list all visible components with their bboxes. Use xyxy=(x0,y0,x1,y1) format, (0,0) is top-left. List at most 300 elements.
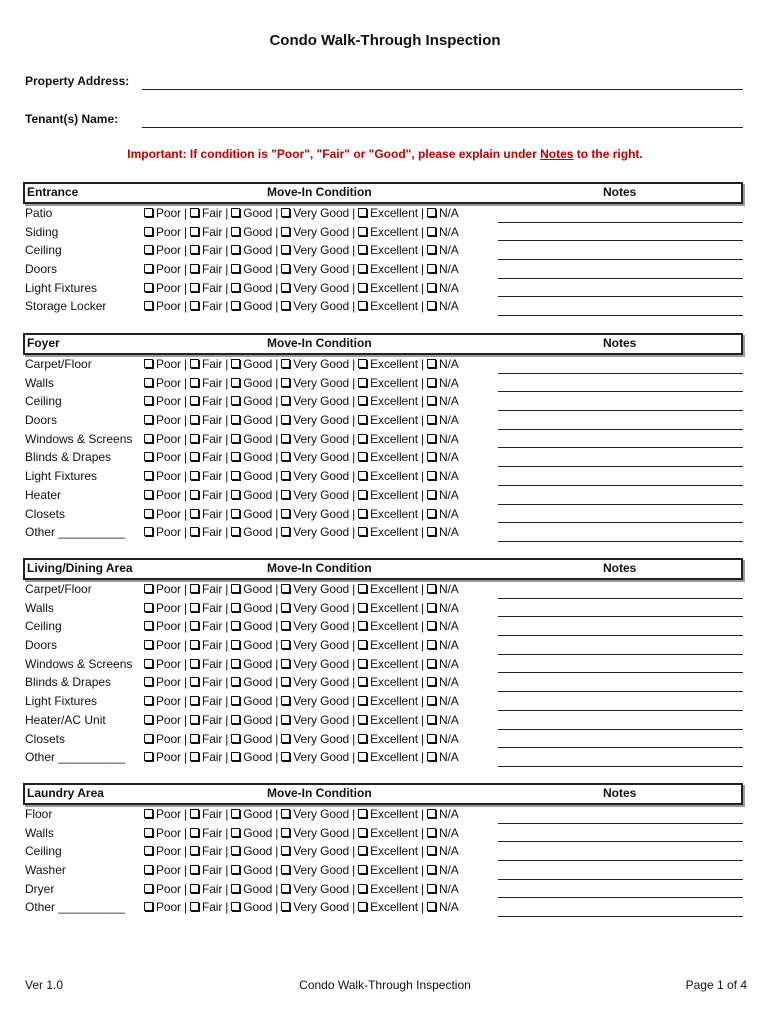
condition-option[interactable] xyxy=(144,601,181,615)
condition-option[interactable] xyxy=(281,450,349,464)
checkbox-icon[interactable] xyxy=(144,434,153,443)
condition-option[interactable] xyxy=(281,750,349,764)
checkbox-icon[interactable] xyxy=(427,490,436,499)
condition-option[interactable] xyxy=(231,488,272,502)
condition-option[interactable] xyxy=(144,432,181,446)
condition-option[interactable] xyxy=(190,376,222,390)
checkbox-icon[interactable] xyxy=(144,208,153,217)
condition-option[interactable] xyxy=(281,863,349,877)
checkbox-icon[interactable] xyxy=(427,865,436,874)
condition-option[interactable] xyxy=(427,357,459,371)
checkbox-icon[interactable] xyxy=(231,490,240,499)
checkbox-icon[interactable] xyxy=(231,283,240,292)
condition-option[interactable] xyxy=(190,582,222,596)
condition-option[interactable] xyxy=(231,299,272,313)
checkbox-icon[interactable] xyxy=(358,208,367,217)
checkbox-icon[interactable] xyxy=(144,415,153,424)
condition-option[interactable] xyxy=(358,243,418,257)
condition-option[interactable] xyxy=(427,525,459,539)
checkbox-icon[interactable] xyxy=(231,415,240,424)
checkbox-icon[interactable] xyxy=(231,865,240,874)
condition-option[interactable] xyxy=(281,882,349,896)
condition-option[interactable] xyxy=(281,262,349,276)
condition-option[interactable] xyxy=(281,713,349,727)
checkbox-icon[interactable] xyxy=(281,846,290,855)
condition-option[interactable] xyxy=(144,694,181,708)
condition-option[interactable] xyxy=(427,469,459,483)
checkbox-icon[interactable] xyxy=(231,603,240,612)
condition-option[interactable] xyxy=(144,450,181,464)
checkbox-icon[interactable] xyxy=(427,301,436,310)
condition-option[interactable] xyxy=(144,525,181,539)
checkbox-icon[interactable] xyxy=(231,584,240,593)
condition-option[interactable] xyxy=(358,582,418,596)
condition-option[interactable] xyxy=(281,299,349,313)
condition-option[interactable] xyxy=(358,507,418,521)
condition-option[interactable] xyxy=(231,525,272,539)
checkbox-icon[interactable] xyxy=(427,884,436,893)
checkbox-icon[interactable] xyxy=(358,227,367,236)
condition-option[interactable] xyxy=(427,732,459,746)
checkbox-icon[interactable] xyxy=(358,884,367,893)
checkbox-icon[interactable] xyxy=(281,490,290,499)
checkbox-icon[interactable] xyxy=(190,584,199,593)
checkbox-icon[interactable] xyxy=(190,434,199,443)
checkbox-icon[interactable] xyxy=(427,378,436,387)
checkbox-icon[interactable] xyxy=(190,621,199,630)
checkbox-icon[interactable] xyxy=(281,865,290,874)
property-address-input-line[interactable] xyxy=(142,89,743,90)
checkbox-icon[interactable] xyxy=(281,659,290,668)
checkbox-icon[interactable] xyxy=(144,378,153,387)
condition-option[interactable] xyxy=(358,357,418,371)
checkbox-icon[interactable] xyxy=(190,490,199,499)
checkbox-icon[interactable] xyxy=(190,734,199,743)
checkbox-icon[interactable] xyxy=(144,452,153,461)
checkbox-icon[interactable] xyxy=(281,264,290,273)
condition-option[interactable] xyxy=(190,357,222,371)
condition-option[interactable] xyxy=(144,281,181,295)
checkbox-icon[interactable] xyxy=(144,490,153,499)
condition-option[interactable] xyxy=(427,507,459,521)
condition-option[interactable] xyxy=(358,432,418,446)
checkbox-icon[interactable] xyxy=(144,734,153,743)
checkbox-icon[interactable] xyxy=(144,245,153,254)
condition-option[interactable] xyxy=(190,713,222,727)
checkbox-icon[interactable] xyxy=(144,696,153,705)
condition-option[interactable] xyxy=(427,413,459,427)
checkbox-icon[interactable] xyxy=(427,208,436,217)
notes-input-line[interactable] xyxy=(498,916,743,917)
condition-option[interactable] xyxy=(190,619,222,633)
checkbox-icon[interactable] xyxy=(427,359,436,368)
checkbox-icon[interactable] xyxy=(427,584,436,593)
checkbox-icon[interactable] xyxy=(144,359,153,368)
checkbox-icon[interactable] xyxy=(427,677,436,686)
condition-option[interactable] xyxy=(144,900,181,914)
condition-option[interactable] xyxy=(144,882,181,896)
checkbox-icon[interactable] xyxy=(427,715,436,724)
condition-option[interactable] xyxy=(281,432,349,446)
checkbox-icon[interactable] xyxy=(190,809,199,818)
checkbox-icon[interactable] xyxy=(231,715,240,724)
checkbox-icon[interactable] xyxy=(358,245,367,254)
checkbox-icon[interactable] xyxy=(190,208,199,217)
checkbox-icon[interactable] xyxy=(190,359,199,368)
condition-option[interactable] xyxy=(281,243,349,257)
condition-option[interactable] xyxy=(281,376,349,390)
checkbox-icon[interactable] xyxy=(281,734,290,743)
condition-option[interactable] xyxy=(231,281,272,295)
condition-option[interactable] xyxy=(231,619,272,633)
condition-option[interactable] xyxy=(231,582,272,596)
condition-option[interactable] xyxy=(427,900,459,914)
condition-option[interactable] xyxy=(231,750,272,764)
condition-option[interactable] xyxy=(190,638,222,652)
checkbox-icon[interactable] xyxy=(358,659,367,668)
checkbox-icon[interactable] xyxy=(190,264,199,273)
condition-option[interactable] xyxy=(231,863,272,877)
checkbox-icon[interactable] xyxy=(190,471,199,480)
condition-option[interactable] xyxy=(427,657,459,671)
checkbox-icon[interactable] xyxy=(144,884,153,893)
condition-option[interactable] xyxy=(427,750,459,764)
checkbox-icon[interactable] xyxy=(427,640,436,649)
checkbox-icon[interactable] xyxy=(144,828,153,837)
checkbox-icon[interactable] xyxy=(427,603,436,612)
checkbox-icon[interactable] xyxy=(144,227,153,236)
checkbox-icon[interactable] xyxy=(281,378,290,387)
checkbox-icon[interactable] xyxy=(190,378,199,387)
checkbox-icon[interactable] xyxy=(144,471,153,480)
condition-option[interactable] xyxy=(190,694,222,708)
checkbox-icon[interactable] xyxy=(358,584,367,593)
checkbox-icon[interactable] xyxy=(427,283,436,292)
checkbox-icon[interactable] xyxy=(427,696,436,705)
condition-option[interactable] xyxy=(358,657,418,671)
condition-option[interactable] xyxy=(190,413,222,427)
condition-option[interactable] xyxy=(231,243,272,257)
checkbox-icon[interactable] xyxy=(427,846,436,855)
condition-option[interactable] xyxy=(190,450,222,464)
condition-option[interactable] xyxy=(144,357,181,371)
checkbox-icon[interactable] xyxy=(231,809,240,818)
condition-option[interactable] xyxy=(144,206,181,220)
condition-option[interactable] xyxy=(144,844,181,858)
condition-option[interactable] xyxy=(190,432,222,446)
condition-option[interactable] xyxy=(190,281,222,295)
checkbox-icon[interactable] xyxy=(190,884,199,893)
condition-option[interactable] xyxy=(281,844,349,858)
condition-option[interactable] xyxy=(427,450,459,464)
checkbox-icon[interactable] xyxy=(231,902,240,911)
checkbox-icon[interactable] xyxy=(427,752,436,761)
checkbox-icon[interactable] xyxy=(144,584,153,593)
checkbox-icon[interactable] xyxy=(144,846,153,855)
checkbox-icon[interactable] xyxy=(358,264,367,273)
checkbox-icon[interactable] xyxy=(281,809,290,818)
checkbox-icon[interactable] xyxy=(190,603,199,612)
checkbox-icon[interactable] xyxy=(231,527,240,536)
condition-option[interactable] xyxy=(144,376,181,390)
condition-option[interactable] xyxy=(231,432,272,446)
checkbox-icon[interactable] xyxy=(281,359,290,368)
condition-option[interactable] xyxy=(358,619,418,633)
checkbox-icon[interactable] xyxy=(281,434,290,443)
condition-option[interactable] xyxy=(144,619,181,633)
checkbox-icon[interactable] xyxy=(358,509,367,518)
checkbox-icon[interactable] xyxy=(281,452,290,461)
checkbox-icon[interactable] xyxy=(358,696,367,705)
checkbox-icon[interactable] xyxy=(144,809,153,818)
checkbox-icon[interactable] xyxy=(190,415,199,424)
condition-option[interactable] xyxy=(190,206,222,220)
condition-option[interactable] xyxy=(231,206,272,220)
condition-option[interactable] xyxy=(427,432,459,446)
condition-option[interactable] xyxy=(281,582,349,596)
condition-option[interactable] xyxy=(427,225,459,239)
checkbox-icon[interactable] xyxy=(427,828,436,837)
checkbox-icon[interactable] xyxy=(427,471,436,480)
checkbox-icon[interactable] xyxy=(358,471,367,480)
checkbox-icon[interactable] xyxy=(281,715,290,724)
condition-option[interactable] xyxy=(144,262,181,276)
checkbox-icon[interactable] xyxy=(190,902,199,911)
checkbox-icon[interactable] xyxy=(358,809,367,818)
condition-option[interactable] xyxy=(358,732,418,746)
condition-option[interactable] xyxy=(190,844,222,858)
condition-option[interactable] xyxy=(231,844,272,858)
checkbox-icon[interactable] xyxy=(281,471,290,480)
condition-option[interactable] xyxy=(231,376,272,390)
condition-option[interactable] xyxy=(427,882,459,896)
checkbox-icon[interactable] xyxy=(281,415,290,424)
condition-option[interactable] xyxy=(231,675,272,689)
checkbox-icon[interactable] xyxy=(281,696,290,705)
checkbox-icon[interactable] xyxy=(144,659,153,668)
checkbox-icon[interactable] xyxy=(231,378,240,387)
checkbox-icon[interactable] xyxy=(231,301,240,310)
condition-option[interactable] xyxy=(190,601,222,615)
checkbox-icon[interactable] xyxy=(144,640,153,649)
condition-option[interactable] xyxy=(144,807,181,821)
condition-option[interactable] xyxy=(281,357,349,371)
condition-option[interactable] xyxy=(427,262,459,276)
condition-option[interactable] xyxy=(144,413,181,427)
condition-option[interactable] xyxy=(190,262,222,276)
condition-option[interactable] xyxy=(144,732,181,746)
checkbox-icon[interactable] xyxy=(144,902,153,911)
condition-option[interactable] xyxy=(231,638,272,652)
condition-option[interactable] xyxy=(231,394,272,408)
condition-option[interactable] xyxy=(190,525,222,539)
checkbox-icon[interactable] xyxy=(358,734,367,743)
condition-option[interactable] xyxy=(358,638,418,652)
condition-option[interactable] xyxy=(358,525,418,539)
condition-option[interactable] xyxy=(427,844,459,858)
checkbox-icon[interactable] xyxy=(281,584,290,593)
checkbox-icon[interactable] xyxy=(190,846,199,855)
condition-option[interactable] xyxy=(358,376,418,390)
checkbox-icon[interactable] xyxy=(144,603,153,612)
checkbox-icon[interactable] xyxy=(231,359,240,368)
condition-option[interactable] xyxy=(144,675,181,689)
checkbox-icon[interactable] xyxy=(144,715,153,724)
condition-option[interactable] xyxy=(190,882,222,896)
checkbox-icon[interactable] xyxy=(358,378,367,387)
condition-option[interactable] xyxy=(427,601,459,615)
checkbox-icon[interactable] xyxy=(358,396,367,405)
checkbox-icon[interactable] xyxy=(231,734,240,743)
checkbox-icon[interactable] xyxy=(231,640,240,649)
condition-option[interactable] xyxy=(427,281,459,295)
checkbox-icon[interactable] xyxy=(231,471,240,480)
checkbox-icon[interactable] xyxy=(231,245,240,254)
condition-option[interactable] xyxy=(427,243,459,257)
condition-option[interactable] xyxy=(358,413,418,427)
condition-option[interactable] xyxy=(231,807,272,821)
checkbox-icon[interactable] xyxy=(281,902,290,911)
condition-option[interactable] xyxy=(144,657,181,671)
condition-option[interactable] xyxy=(427,638,459,652)
condition-option[interactable] xyxy=(144,243,181,257)
condition-option[interactable] xyxy=(190,225,222,239)
checkbox-icon[interactable] xyxy=(427,734,436,743)
condition-option[interactable] xyxy=(190,394,222,408)
condition-option[interactable] xyxy=(427,488,459,502)
condition-option[interactable] xyxy=(190,675,222,689)
condition-option[interactable] xyxy=(190,243,222,257)
checkbox-icon[interactable] xyxy=(190,640,199,649)
condition-option[interactable] xyxy=(144,507,181,521)
checkbox-icon[interactable] xyxy=(231,396,240,405)
checkbox-icon[interactable] xyxy=(190,527,199,536)
checkbox-icon[interactable] xyxy=(358,865,367,874)
checkbox-icon[interactable] xyxy=(231,434,240,443)
condition-option[interactable] xyxy=(231,657,272,671)
condition-option[interactable] xyxy=(281,206,349,220)
checkbox-icon[interactable] xyxy=(190,752,199,761)
condition-option[interactable] xyxy=(144,582,181,596)
checkbox-icon[interactable] xyxy=(144,301,153,310)
checkbox-icon[interactable] xyxy=(281,245,290,254)
checkbox-icon[interactable] xyxy=(358,846,367,855)
condition-option[interactable] xyxy=(231,450,272,464)
checkbox-icon[interactable] xyxy=(231,452,240,461)
tenant-name-input-line[interactable] xyxy=(142,127,743,128)
checkbox-icon[interactable] xyxy=(358,359,367,368)
condition-option[interactable] xyxy=(358,900,418,914)
condition-option[interactable] xyxy=(190,507,222,521)
condition-option[interactable] xyxy=(358,882,418,896)
condition-option[interactable] xyxy=(358,826,418,840)
condition-option[interactable] xyxy=(427,863,459,877)
checkbox-icon[interactable] xyxy=(144,264,153,273)
checkbox-icon[interactable] xyxy=(358,283,367,292)
checkbox-icon[interactable] xyxy=(231,208,240,217)
checkbox-icon[interactable] xyxy=(144,677,153,686)
condition-option[interactable] xyxy=(190,900,222,914)
checkbox-icon[interactable] xyxy=(427,509,436,518)
condition-option[interactable] xyxy=(281,394,349,408)
checkbox-icon[interactable] xyxy=(231,659,240,668)
checkbox-icon[interactable] xyxy=(281,752,290,761)
checkbox-icon[interactable] xyxy=(427,659,436,668)
checkbox-icon[interactable] xyxy=(144,865,153,874)
condition-option[interactable] xyxy=(281,507,349,521)
checkbox-icon[interactable] xyxy=(281,884,290,893)
checkbox-icon[interactable] xyxy=(427,452,436,461)
checkbox-icon[interactable] xyxy=(427,527,436,536)
checkbox-icon[interactable] xyxy=(190,227,199,236)
condition-option[interactable] xyxy=(427,299,459,313)
checkbox-icon[interactable] xyxy=(358,603,367,612)
checkbox-icon[interactable] xyxy=(190,677,199,686)
condition-option[interactable] xyxy=(358,262,418,276)
checkbox-icon[interactable] xyxy=(281,603,290,612)
checkbox-icon[interactable] xyxy=(190,659,199,668)
checkbox-icon[interactable] xyxy=(281,301,290,310)
checkbox-icon[interactable] xyxy=(358,640,367,649)
condition-option[interactable] xyxy=(144,713,181,727)
condition-option[interactable] xyxy=(190,750,222,764)
condition-option[interactable] xyxy=(281,488,349,502)
condition-option[interactable] xyxy=(190,299,222,313)
condition-option[interactable] xyxy=(427,206,459,220)
condition-option[interactable] xyxy=(144,863,181,877)
condition-option[interactable] xyxy=(231,826,272,840)
condition-option[interactable] xyxy=(427,619,459,633)
checkbox-icon[interactable] xyxy=(231,752,240,761)
checkbox-icon[interactable] xyxy=(231,884,240,893)
condition-option[interactable] xyxy=(231,713,272,727)
condition-option[interactable] xyxy=(281,694,349,708)
checkbox-icon[interactable] xyxy=(427,434,436,443)
condition-option[interactable] xyxy=(190,732,222,746)
condition-option[interactable] xyxy=(144,488,181,502)
condition-option[interactable] xyxy=(281,413,349,427)
checkbox-icon[interactable] xyxy=(281,208,290,217)
checkbox-icon[interactable] xyxy=(358,621,367,630)
checkbox-icon[interactable] xyxy=(427,621,436,630)
checkbox-icon[interactable] xyxy=(144,509,153,518)
checkbox-icon[interactable] xyxy=(358,677,367,686)
checkbox-icon[interactable] xyxy=(358,434,367,443)
condition-option[interactable] xyxy=(281,732,349,746)
checkbox-icon[interactable] xyxy=(144,396,153,405)
condition-option[interactable] xyxy=(190,826,222,840)
condition-option[interactable] xyxy=(281,601,349,615)
condition-option[interactable] xyxy=(190,657,222,671)
condition-option[interactable] xyxy=(231,507,272,521)
checkbox-icon[interactable] xyxy=(358,301,367,310)
checkbox-icon[interactable] xyxy=(281,527,290,536)
condition-option[interactable] xyxy=(427,376,459,390)
condition-option[interactable] xyxy=(358,844,418,858)
notes-input-line[interactable] xyxy=(498,315,743,316)
checkbox-icon[interactable] xyxy=(358,752,367,761)
checkbox-icon[interactable] xyxy=(190,301,199,310)
condition-option[interactable] xyxy=(231,732,272,746)
checkbox-icon[interactable] xyxy=(190,828,199,837)
checkbox-icon[interactable] xyxy=(190,509,199,518)
condition-option[interactable] xyxy=(190,807,222,821)
checkbox-icon[interactable] xyxy=(190,696,199,705)
checkbox-icon[interactable] xyxy=(144,621,153,630)
condition-option[interactable] xyxy=(281,826,349,840)
condition-option[interactable] xyxy=(144,638,181,652)
checkbox-icon[interactable] xyxy=(281,621,290,630)
